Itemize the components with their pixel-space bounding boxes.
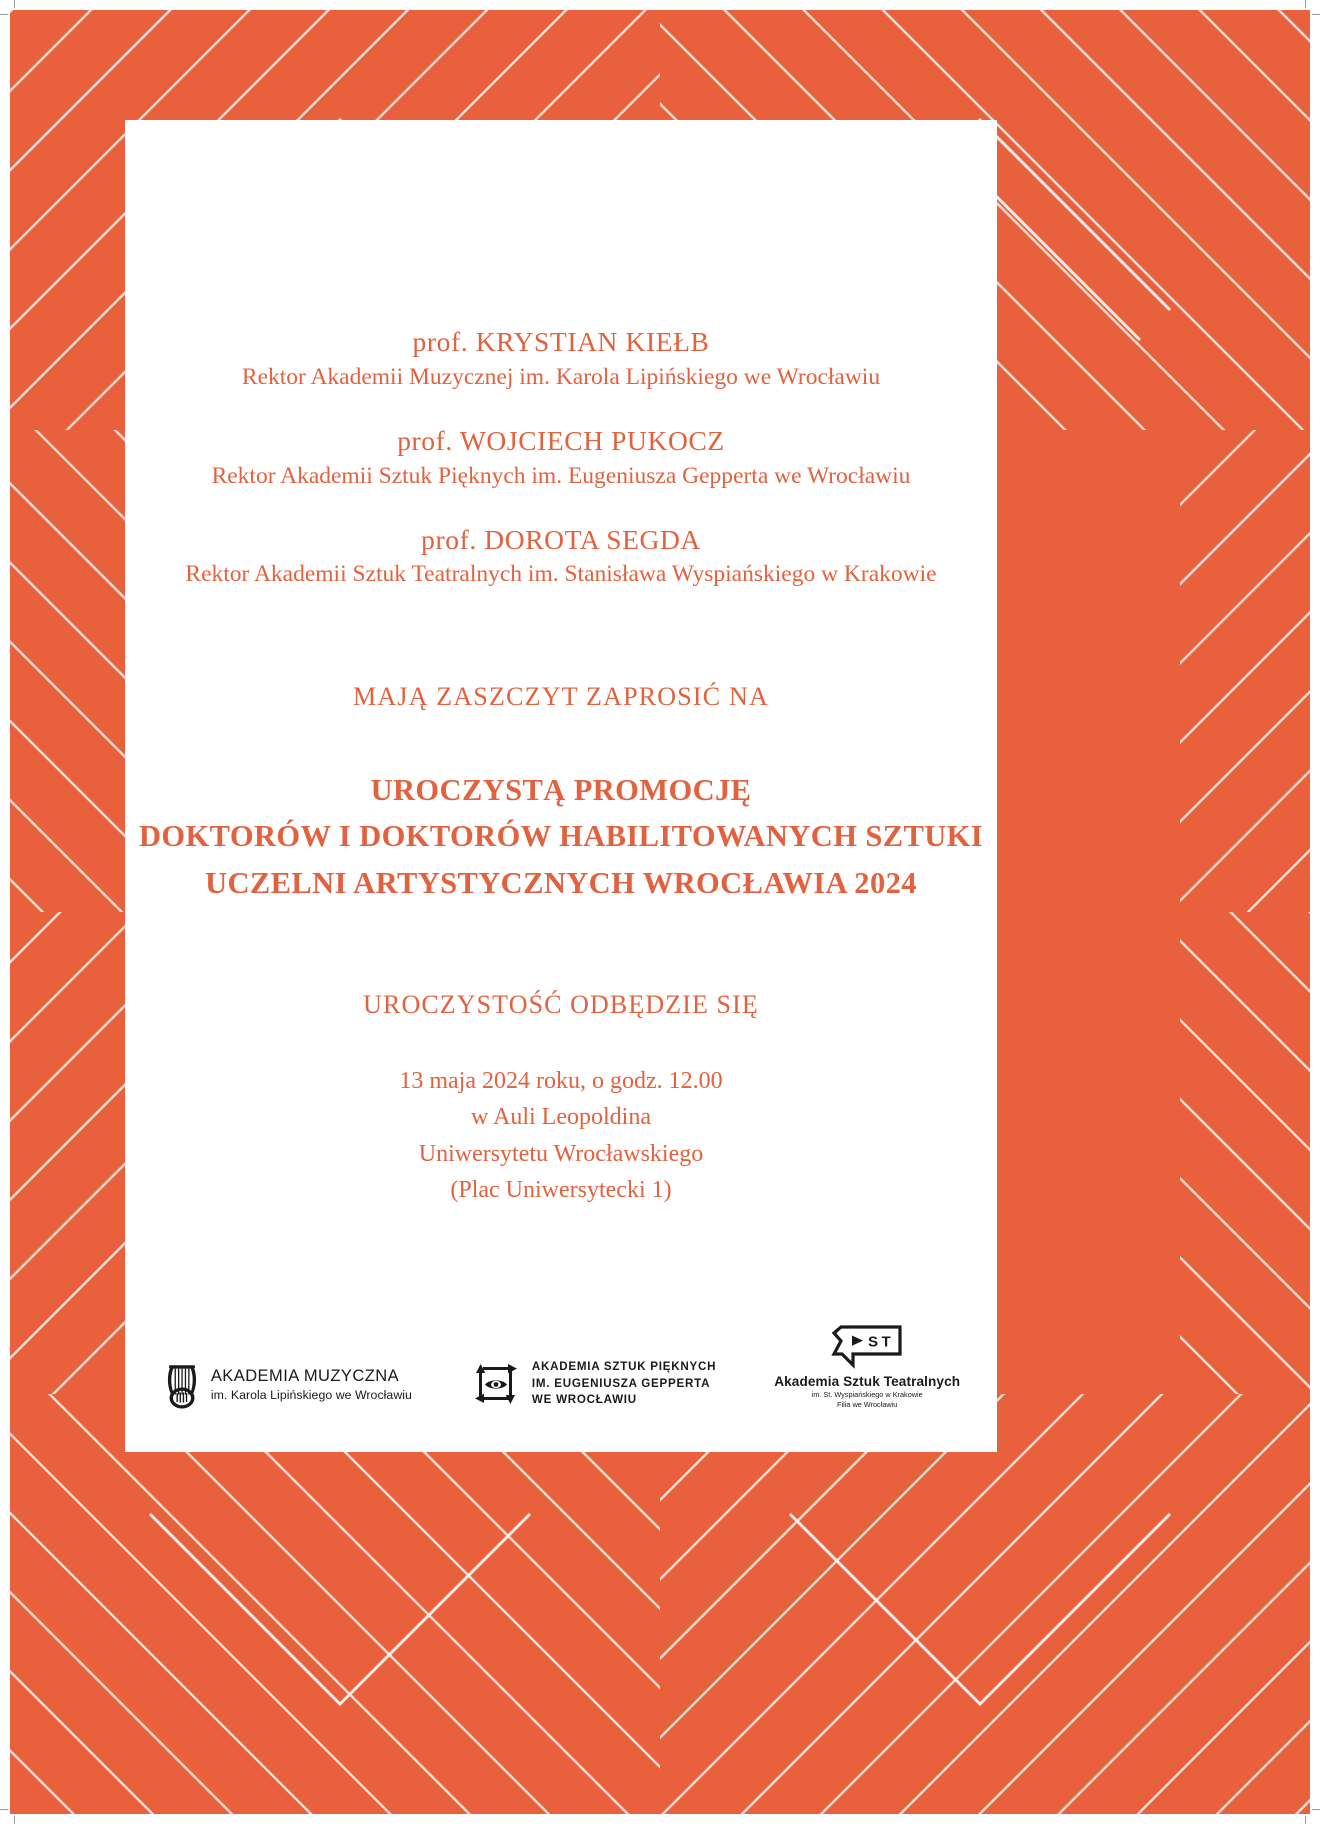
event-title-line: UROCZYSTĄ PROMOCJĘ (370, 772, 752, 807)
logo-akademia-sztuk-teatralnych (774, 1323, 960, 1410)
crop-mark (14, 1816, 15, 1824)
rector-name: prof. KRYSTIAN KIEŁB (412, 326, 710, 357)
logo-subtitle: im. St. Wyspiańskiego w Krakowie (811, 1389, 923, 1399)
logo-row (125, 1323, 997, 1410)
event-title-line: DOKTORÓW I DOKTORÓW HABILITOWANYCH SZTUKI (138, 819, 984, 854)
event-date-time: 13 maja 2024 roku, o godz. 12.00 (399, 1067, 723, 1094)
crop-mark (1305, 0, 1306, 8)
rector-name: prof. WOJCIECH PUKOCZ (397, 424, 725, 456)
ast-speech-bubble-icon (830, 1323, 904, 1369)
eye-arrows-icon (470, 1358, 522, 1410)
event-title-line: UCZELNI ARTYSTYCZNYCH WROCŁAWIA 2024 (205, 865, 917, 900)
logo-text (532, 1359, 716, 1408)
ceremony-heading: UROCZYSTOŚĆ ODBĘDZIE SIĘ (363, 989, 759, 1019)
logo-text (774, 1374, 960, 1410)
crop-mark (0, 14, 8, 15)
logo-subtitle: im. Karola Lipińskiego we Wrocławiu (210, 1388, 412, 1403)
lyre-icon (162, 1360, 202, 1410)
crop-mark (1312, 1809, 1320, 1810)
logo-subtitle-secondary: Filia we Wrocławiu (837, 1400, 898, 1410)
event-venue-institution: Uniwersytetu Wrocławskiego (418, 1140, 704, 1167)
logo-line: IM. EUGENIUSZA GEPPERTA (531, 1376, 711, 1390)
event-venue-hall: w Auli Leopoldina (471, 1104, 651, 1131)
invitation-content (125, 120, 997, 1452)
event-details (133, 1063, 989, 1209)
logo-line: WE WROCŁAWIU (531, 1393, 637, 1407)
crop-mark (1305, 1816, 1306, 1824)
logo-title: Akademia Sztuk Teatralnych (774, 1373, 961, 1389)
event-venue-address: (Plac Uniwersytecki 1) (450, 1177, 672, 1204)
svg-text:ST: ST (868, 1333, 895, 1351)
rector-entry (133, 325, 989, 393)
logo-title: AKADEMIA MUZYCZNA (210, 1366, 400, 1385)
rectors-list (133, 120, 989, 591)
logo-line: AKADEMIA SZTUK PIĘKNYCH (531, 1360, 717, 1374)
crop-mark (1312, 14, 1320, 15)
rector-title: Rektor Akademii Sztuk Pięknych im. Eugeniusza Gepperta we Wrocławiu (211, 462, 911, 489)
invitation-lead-line: MAJĄ ZASZCZYT ZAPROSIĆ NA (353, 681, 769, 711)
rector-title: Rektor Akademii Sztuk Teatralnych im. Stanisława Wyspiańskiego w Krakowie (185, 561, 937, 588)
rector-title: Rektor Akademii Muzycznej im. Karola Lipińskiego we Wrocławiu (241, 363, 881, 390)
rector-entry (133, 424, 989, 492)
crop-mark (14, 0, 15, 8)
crop-mark (0, 1809, 8, 1810)
event-title (133, 767, 989, 907)
rector-entry (133, 523, 989, 591)
logo-akademia-sztuk-pieknych (470, 1358, 716, 1410)
rector-name: prof. DOROTA SEGDA (421, 523, 701, 555)
logo-akademia-muzyczna (162, 1360, 412, 1410)
logo-text (211, 1367, 412, 1403)
invitation-panel (125, 120, 997, 1452)
